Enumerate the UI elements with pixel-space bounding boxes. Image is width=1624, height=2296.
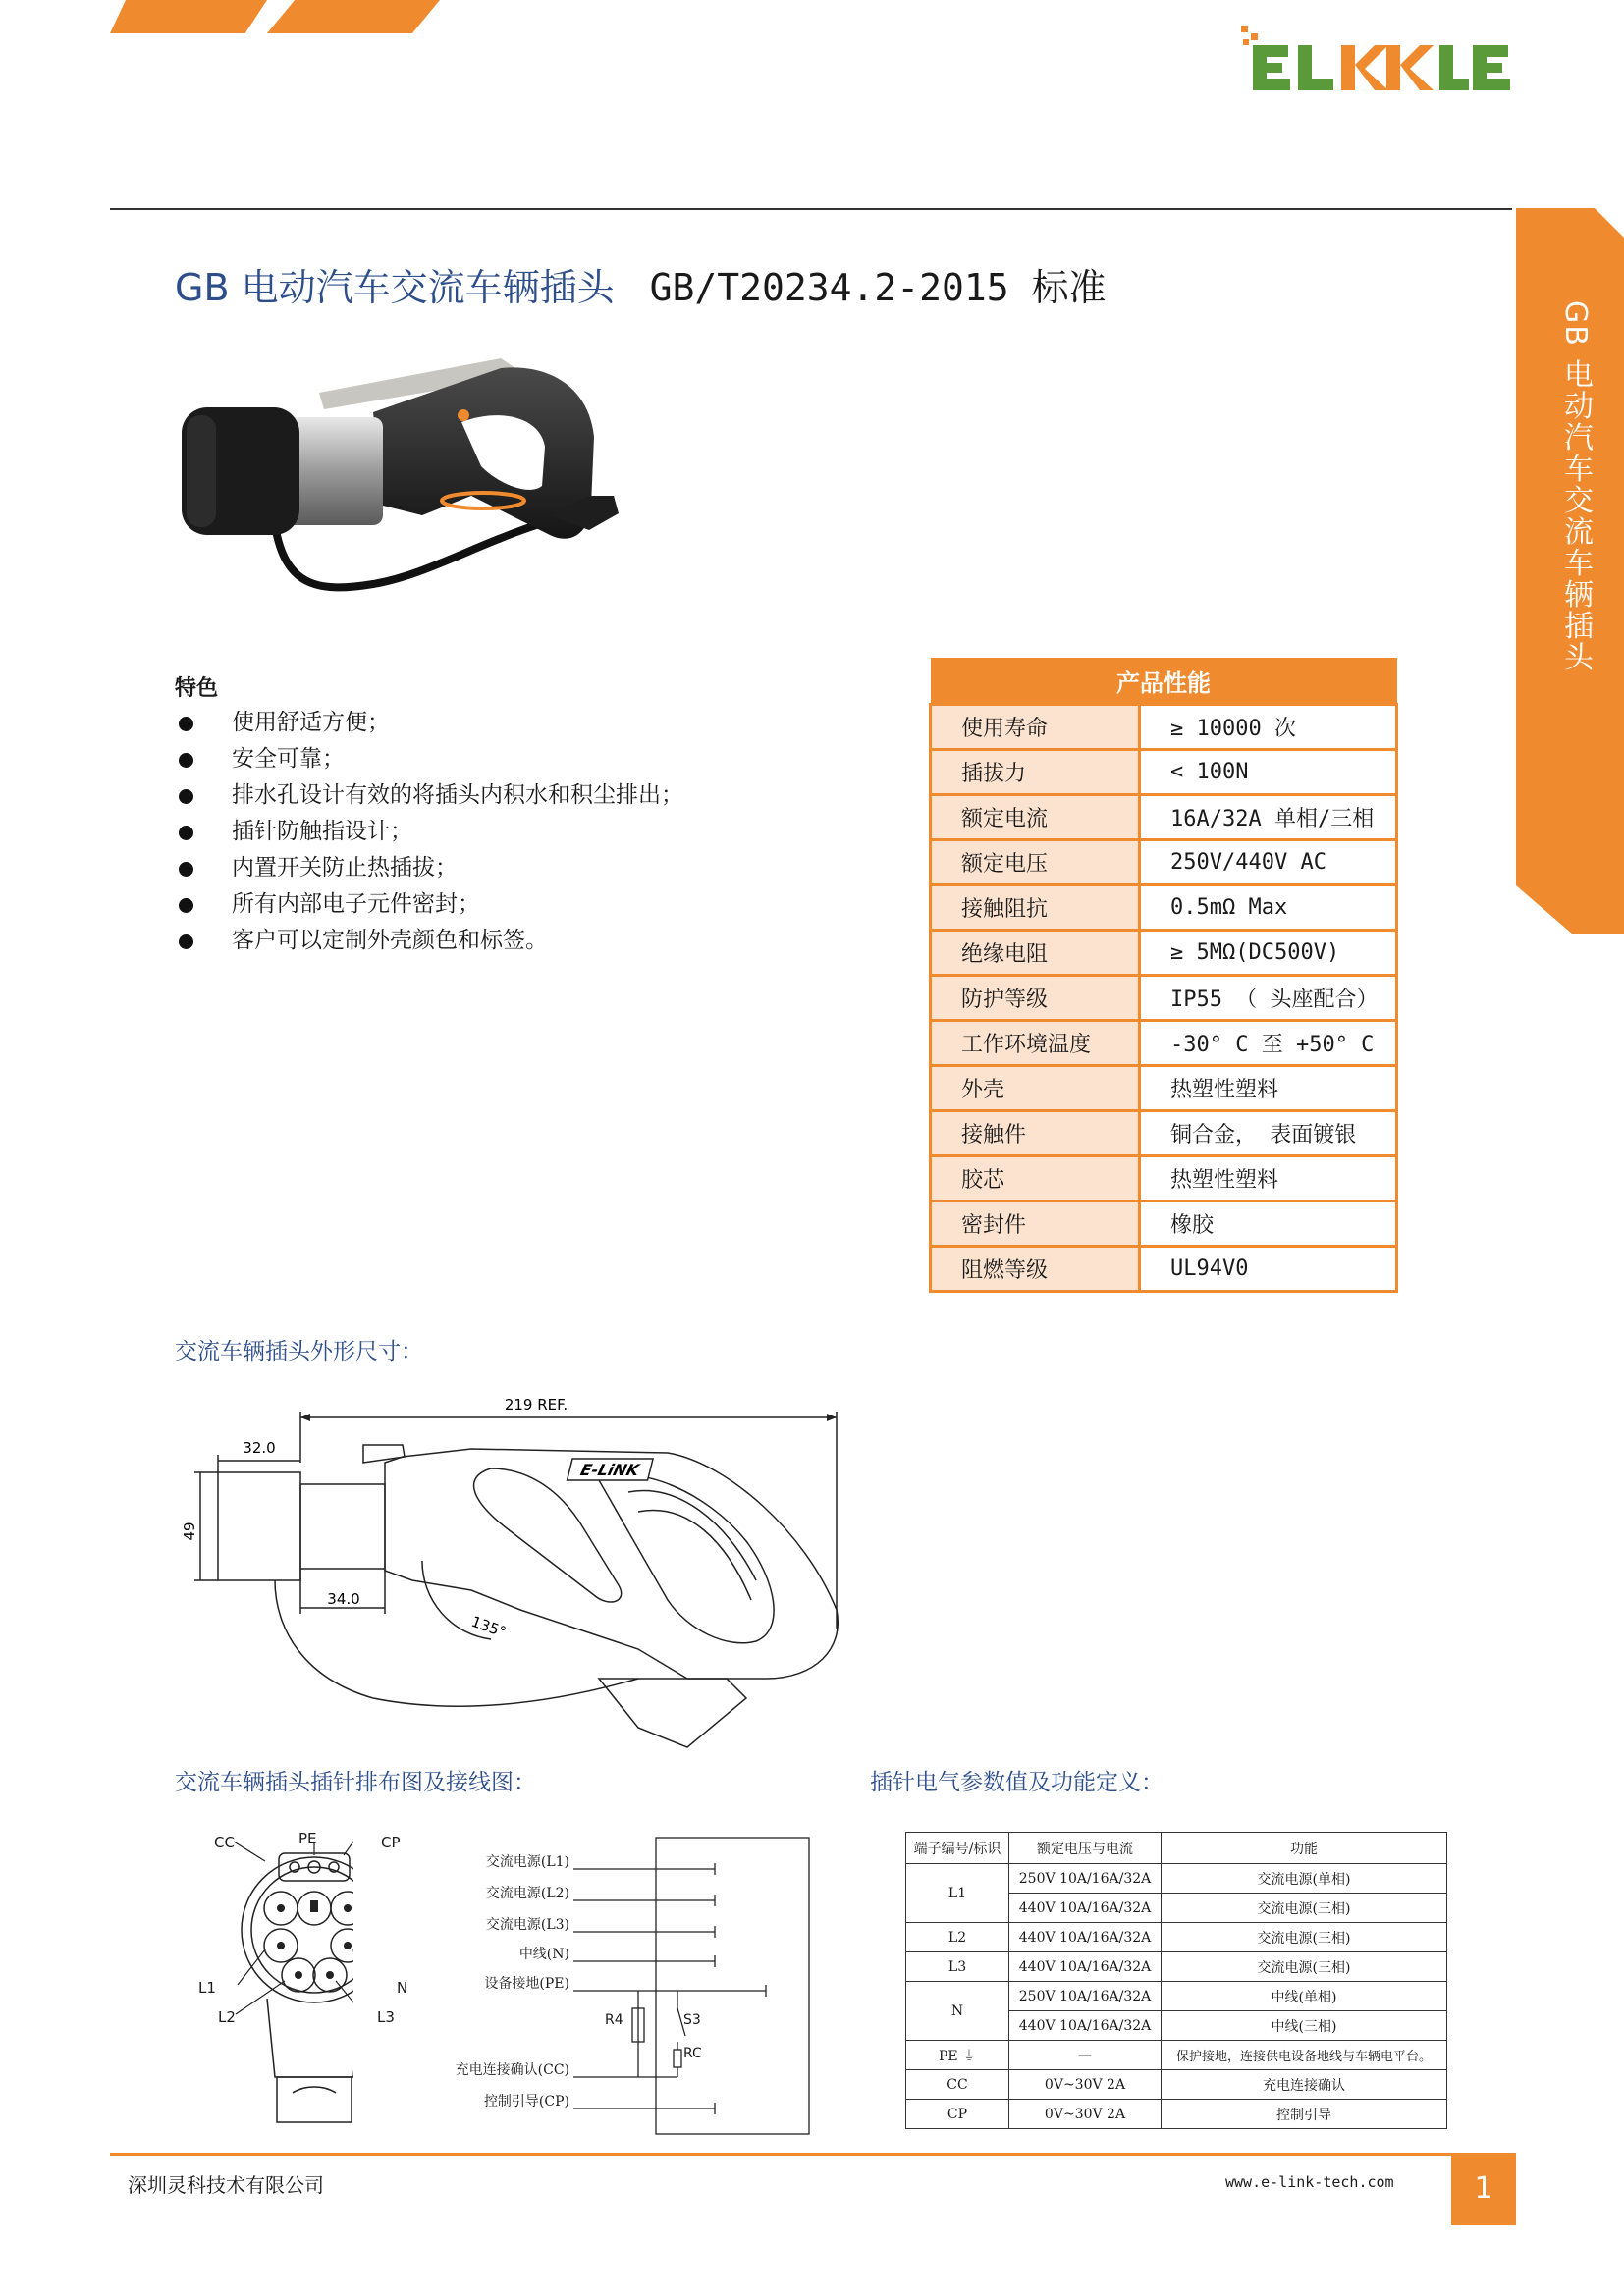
title-product: GB 电动汽车交流车辆插头 <box>175 266 615 309</box>
bullet-icon <box>179 898 193 913</box>
dim-cap-label: 32.0 <box>243 1439 276 1457</box>
table-row: 插拔力 < 100N <box>931 750 1397 795</box>
wiring-label: 交流电源(L3) <box>485 1917 569 1933</box>
brand-label: E-LiNK <box>578 1461 641 1479</box>
table-row: L3 440V 10A/16A/32A 交流电源(三相) <box>906 1952 1447 1982</box>
pin-label-l3: L3 <box>377 2008 395 2026</box>
table-row: 阻燃等级 UL94V0 <box>931 1247 1397 1292</box>
wiring-label: 交流电源(L2) <box>485 1886 569 1901</box>
col-header: 额定电压与电流 <box>1009 1833 1162 1864</box>
component-s3: S3 <box>683 2012 701 2028</box>
table-row: 工作环境温度 -30° C 至 +50° C <box>931 1021 1397 1066</box>
pin-label-n: N <box>397 1979 408 1997</box>
component-rc: RC <box>683 2046 702 2061</box>
top-stripe-2 <box>267 0 440 33</box>
table-row: 外壳 热塑性塑料 <box>931 1066 1397 1111</box>
pin-params-table <box>905 1832 1447 2129</box>
table-row: 绝缘电阻 ≥ 5MΩ(DC500V) <box>931 931 1397 976</box>
wiring-label: 充电连接确认(CC) <box>455 2062 569 2078</box>
footer-website[interactable]: www.e-link-tech.com <box>1225 2173 1394 2191</box>
table-row: 接触阻抗 0.5mΩ Max <box>931 885 1397 931</box>
page-number: 1 <box>1451 2153 1516 2225</box>
performance-table <box>929 658 1398 1293</box>
footer-company: 深圳灵科技术有限公司 <box>128 2173 324 2197</box>
table-row: CC 0V~30V 2A 充电连接确认 <box>906 2070 1447 2100</box>
pin-label-cc: CC <box>214 1834 235 1851</box>
table-row: L1 250V 10A/16A/32A 交流电源(单相) <box>906 1864 1447 1894</box>
feature-item: 内置开关防止热插拔； <box>175 850 683 886</box>
company-logo <box>1239 22 1514 100</box>
wiring-label: 设备接地(PE) <box>484 1976 569 1992</box>
wiring-diagram <box>569 1832 815 2146</box>
dim-angle-label: 135° <box>468 1612 509 1641</box>
top-stripe-1 <box>110 0 267 33</box>
bullet-icon <box>179 717 193 731</box>
feature-item: 客户可以定制外壳颜色和标签。 <box>175 923 683 959</box>
dimension-drawing <box>177 1384 864 1757</box>
dimensions-title: 交流车辆插头外形尺寸： <box>175 1339 423 1364</box>
table-row: 密封件 橡胶 <box>931 1201 1397 1247</box>
table-row: PE ⏚ — 保护接地，连接供电设备地线与车辆电平台。 <box>906 2041 1447 2070</box>
pin-label-l1: L1 <box>198 1979 216 1997</box>
col-header: 功能 <box>1162 1833 1447 1864</box>
table-row: 440V 10A/16A/32A 中线(三相) <box>906 2011 1447 2041</box>
table-row: 额定电压 250V/440V AC <box>931 840 1397 885</box>
wiring-label: 控制引导(CP) <box>483 2094 569 2109</box>
dim-height-label: 49 <box>181 1522 198 1541</box>
pin-layout-diagram <box>206 1832 353 2146</box>
table-row: N 250V 10A/16A/32A 中线(单相) <box>906 1982 1447 2011</box>
title-standard: GB/T20234.2-2015 标准 <box>649 266 1107 309</box>
dim-overall-label: 219 REF. <box>504 1396 568 1414</box>
bullet-icon <box>179 826 193 840</box>
side-tab-label: GB 电动汽车交流车辆插头 <box>1558 300 1593 673</box>
table-row: 额定电流 16A/32A 单相/三相 <box>931 795 1397 840</box>
bullet-icon <box>179 862 193 877</box>
pin-label-cp: CP <box>381 1834 401 1851</box>
bullet-icon <box>179 934 193 949</box>
pin-label-pe: PE <box>298 1830 317 1847</box>
pin-label-l2: L2 <box>218 2008 236 2026</box>
table-row: CP 0V~30V 2A 控制引导 <box>906 2100 1447 2129</box>
bullet-icon <box>179 789 193 804</box>
table-row: L2 440V 10A/16A/32A 交流电源(三相) <box>906 1923 1447 1952</box>
table-row: 胶芯 热塑性塑料 <box>931 1156 1397 1201</box>
footer-rule <box>110 2153 1512 2156</box>
feature-item: 排水孔设计有效的将插头内积水和积尘排出； <box>175 777 683 814</box>
performance-title: 产品性能 <box>931 658 1397 705</box>
dim-nose-label: 34.0 <box>327 1590 360 1608</box>
bullet-icon <box>179 753 193 768</box>
table-row: 使用寿命 ≥ 10000 次 <box>931 705 1397 750</box>
features-list <box>175 705 683 959</box>
component-r4: R4 <box>605 2012 623 2028</box>
features-title: 特色 <box>175 676 219 701</box>
feature-item: 插针防触指设计； <box>175 814 683 850</box>
feature-item: 使用舒适方便； <box>175 705 683 741</box>
table-row: 接触件 铜合金， 表面镀银 <box>931 1111 1397 1156</box>
col-header: 端子编号/标识 <box>906 1833 1009 1864</box>
pin-params-title: 插针电气参数值及功能定义： <box>870 1770 1164 1795</box>
pinout-title: 交流车辆插头插针排布图及接线图： <box>175 1770 536 1795</box>
table-row: 防护等级 IP55 （ 头座配合） <box>931 976 1397 1021</box>
table-row: 440V 10A/16A/32A 交流电源(三相) <box>906 1894 1447 1923</box>
feature-item: 所有内部电子元件密封； <box>175 886 683 923</box>
header-rule <box>110 208 1512 210</box>
product-photo <box>177 348 628 606</box>
feature-item: 安全可靠； <box>175 741 683 777</box>
page-title <box>175 257 1107 311</box>
wiring-label: 交流电源(L1) <box>485 1854 569 1870</box>
wiring-label: 中线(N) <box>518 1947 569 1962</box>
